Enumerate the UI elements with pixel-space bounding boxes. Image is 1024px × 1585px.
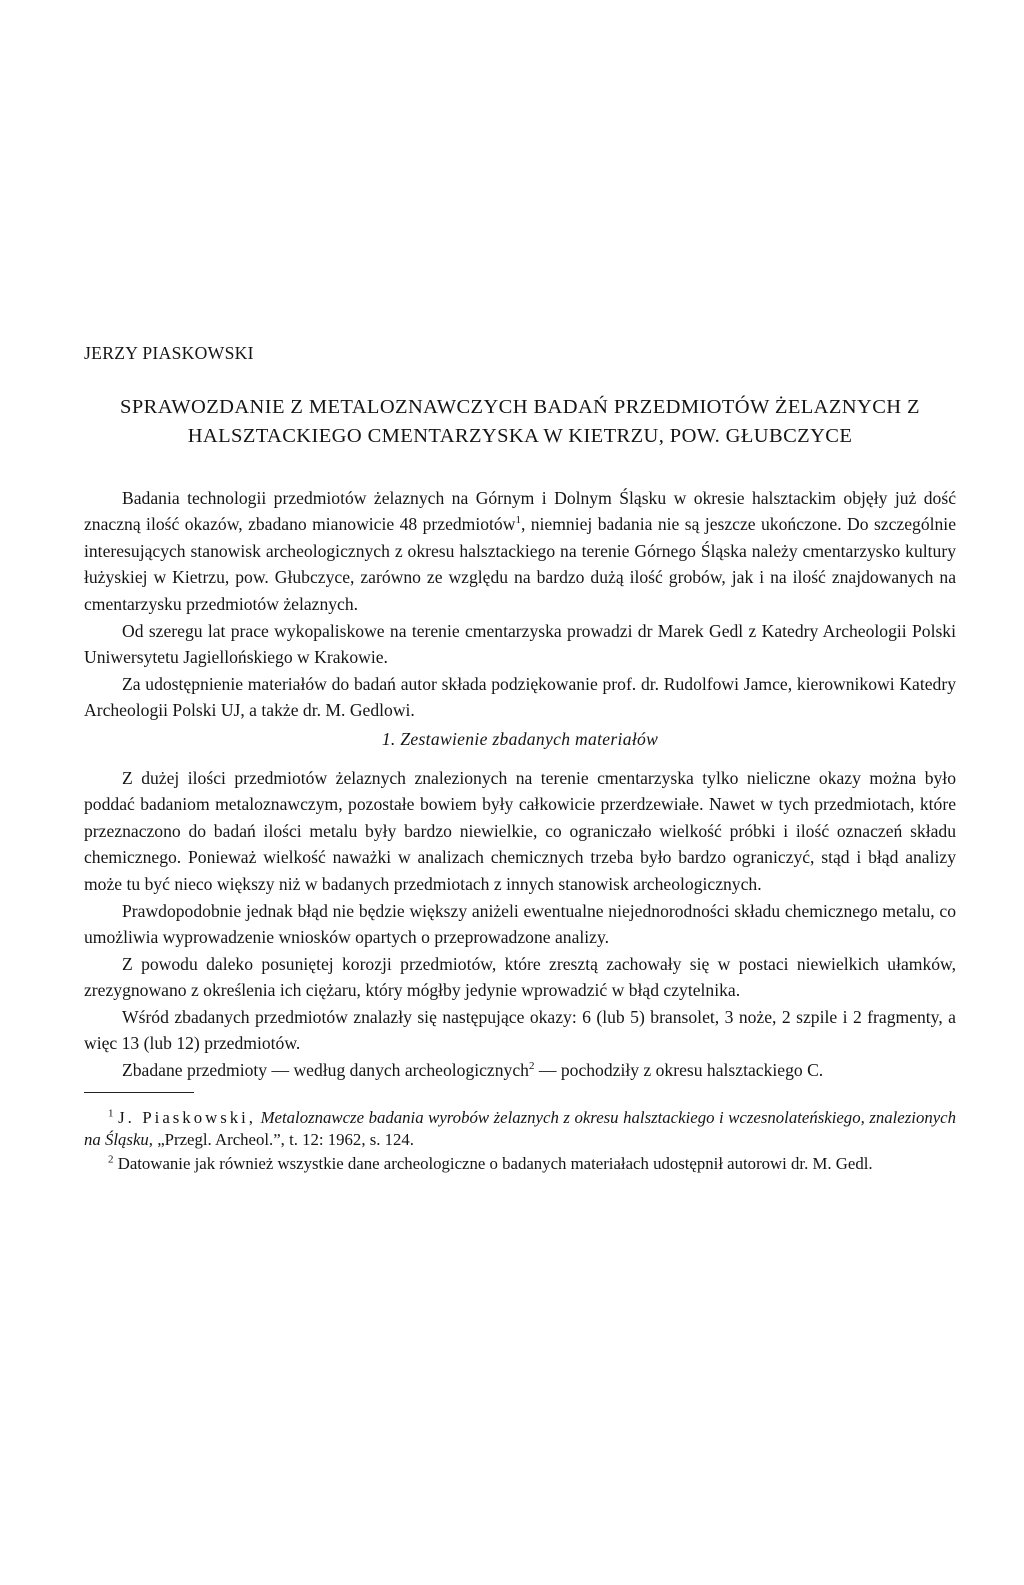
footnote-1-mark: 1 <box>108 1107 114 1120</box>
intro-paragraph-2: Od szeregu lat prace wykopaliskowe na terenie cmentarzyska prowadzi dr Marek Gedl z Katedry Archeologii Polski Uniwersytetu Jagiellońskiego w Krakowie. <box>84 620 956 668</box>
section-heading-1: 1. Zestawienie zbadanych materiałów <box>381 728 659 749</box>
intro-text-a: Badania technologii przedmiotów żelaznych na Górnym i Dolnym Śląsku w okresie halsztackim objęły już dość znaczną ilość okazów, zbadano mianowicie 48 przedmiotów <box>84 487 956 535</box>
footnote-1-author: J. Piaskowski, <box>118 1107 256 1127</box>
section1-paragraph-5 <box>84 1057 956 1084</box>
footnote-2-text: Datowanie jak również wszystkie dane archeologiczne o badanych materiałach udostępnił autorowi dr. M. Gedl. <box>117 1153 873 1173</box>
footnote-2-mark: 2 <box>108 1153 114 1166</box>
article-page <box>84 340 956 1177</box>
section1-p5-text-b: — pochodziły z okresu halsztackiego C. <box>534 1060 824 1081</box>
section1-paragraph-2: Prawdopodobnie jednak błąd nie będzie większy aniżeli ewentualne niejednorodności składu chemicznego metalu, co umożliwia wyprowadzenie wniosków opartych o przeprowadzone analizy. <box>84 900 956 948</box>
author-name: JERZY PIASKOWSKI <box>84 343 254 363</box>
section1-p5-text-a: Zbadane przedmioty — według danych archeologicznych <box>122 1060 529 1081</box>
section1-paragraph-3: Z powodu daleko posuniętej korozji przedmiotów, które zresztą zachowały się w postaci niewielkich ułamków, zrezygnowano z określenia ich ciężaru, który mógłby jedynie wprowadzić w błąd czytelnika. <box>84 953 956 1001</box>
footnotes <box>84 1107 956 1175</box>
intro-paragraph-3: Za udostępnienie materiałów do badań autor składa podziękowanie prof. dr. Rudolfowi Jamce, kierownikowi Katedry Archeologii Polski UJ, a także dr. M. Gedlowi. <box>84 673 956 721</box>
section1-paragraph-1: Z dużej ilości przedmiotów żelaznych znalezionych na terenie cmentarzyska tylko nieliczne okazy można było poddać badaniom metaloznawczym, pozostałe bowiem były całkowicie przerdzewiałe. Nawet w tych przedmiotach, które przeznaczono do badań ilości metalu były bardzo niewielkie, co ograniczało wielkość próbki i ilość oznaczeń składu chemicznego. Ponieważ wielkość naważki w analizach chemicznych trzeba było bardzo ograniczyć, stąd i błąd analizy może tu być nieco większy niż w badanych przedmiotach z innych stanowisk archeologicznych. <box>84 767 956 894</box>
footnote-2 <box>84 1153 956 1175</box>
footnote-1-source: „Przegl. Archeol.”, t. 12: 1962, s. 124. <box>157 1129 415 1149</box>
article-title: SPRAWOZDANIE Z METALOZNAWCZYCH BADAŃ PRZEDMIOTÓW ŻELAZNYCH Z HALSZTACKIEGO CMENTARZYSKA W KIETRZU, POW. GŁUBCZYCE <box>120 395 920 447</box>
footnote-divider <box>84 1092 194 1093</box>
footnote-ref-2[interactable]: 2 <box>528 1060 535 1073</box>
footnote-ref-1[interactable]: 1 <box>515 514 521 527</box>
footnote-1 <box>84 1107 956 1151</box>
intro-paragraph-1 <box>84 485 956 618</box>
intro-text-b: , niemniej badania nie są jeszcze ukończone. Do szczególnie interesujących stanowisk archeologicznych z okresu halsztackiego na terenie Górnego Śląska należy cmentarzysko kultury łużyskiej w Kietrzu, pow. Głubczyce, zarówno ze względu na bardzo dużą ilość grobów, jak i na ilość znajdowanych na cmentarzysku przedmiotów żelaznych. <box>84 514 957 614</box>
footnote-1-title: Metaloznawcze badania wyrobów żelaznych z okresu halsztackiego i wczesnolateńskiego, znalezionych na Śląsku, <box>84 1107 957 1149</box>
section1-paragraph-4: Wśród zbadanych przedmiotów znalazły się następujące okazy: 6 (lub 5) bransolet, 3 noże, 2 szpile i 2 fragmenty, a więc 13 (lub 12) przedmiotów. <box>84 1006 956 1054</box>
